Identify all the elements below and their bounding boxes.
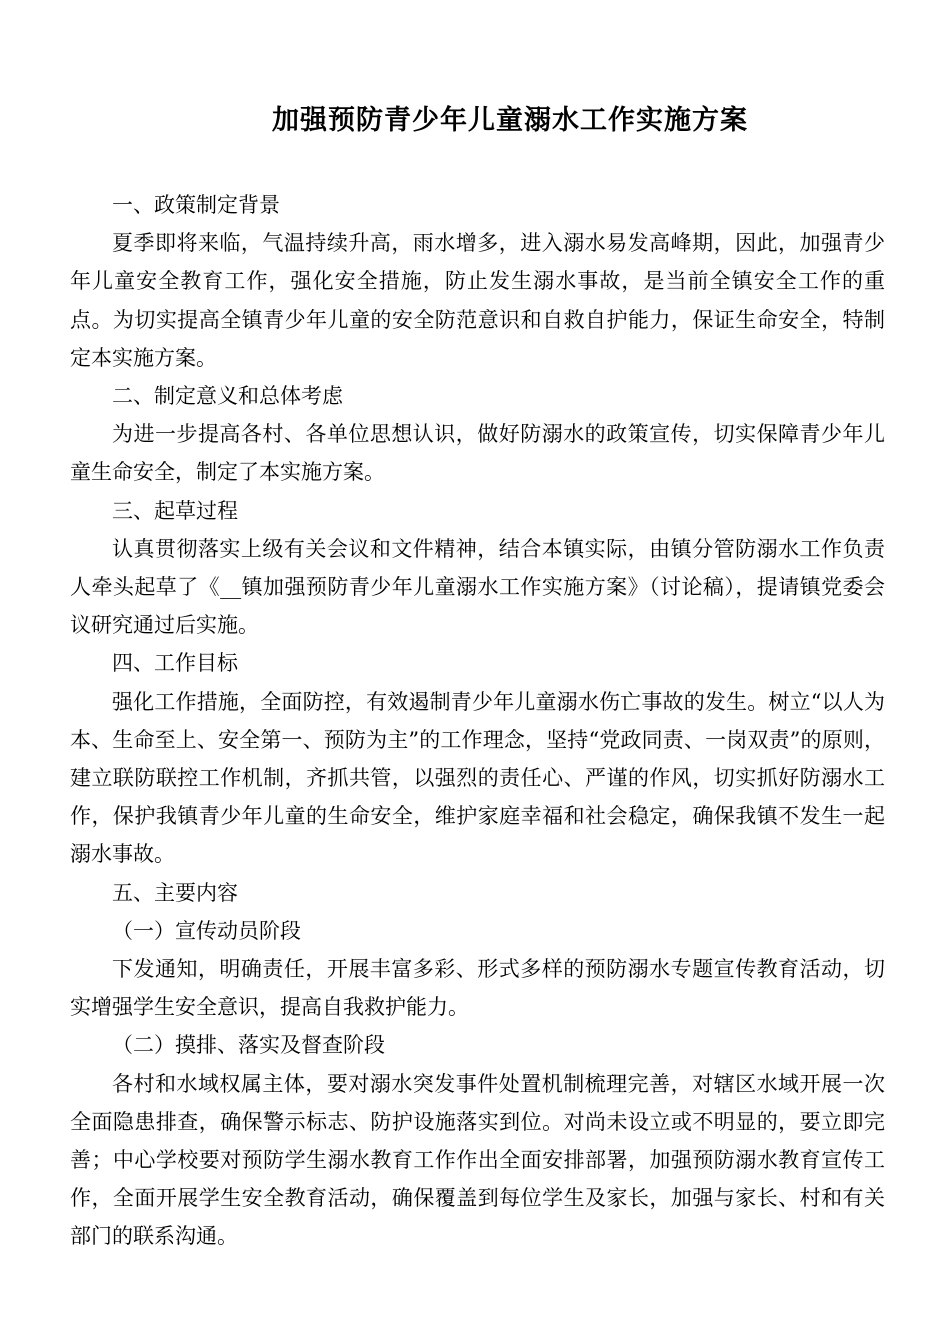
- section-paragraph: 各村和水域权属主体，要对溺水突发事件处置机制梳理完善，对辖区水域开展一次全面隐患排查，确保警示标志、防护设施落实到位。对尚未设立或不明显的，要立即完善；中心学校要对预防学生溺水教育工作作出全面安排部署，加强预防溺水教育宣传工作，全面开展学生安全教育活动，确保覆盖到每位学生及家长，加强与家长、村和有关部门的联系沟通。: [70, 1071, 885, 1249]
- section-paragraph: 强化工作措施，全面防控，有效遏制青少年儿童溺水伤亡事故的发生。树立“以人为本、生命至上、安全第一、预防为主”的工作理念，坚持“党政同责、一岗双责”的原则，建立联防联控工作机制，齐抓共管，以强烈的责任心、严谨的作风，切实抓好防溺水工作，保护我镇青少年儿童的生命安全，维护家庭幸福和社会稳定，确保我镇不发生一起溺水事故。: [70, 689, 885, 867]
- document-title: 加强预防青少年儿童溺水工作实施方案: [272, 105, 748, 136]
- subsection-heading: （二）摸排、落实及督查阶段: [112, 1033, 385, 1058]
- section-paragraph: 认真贯彻落实上级有关会议和文件精神，结合本镇实际，由镇分管防溺水工作负责人牵头起草了《__镇加强预防青少年儿童溺水工作实施方案》（讨论稿），提请镇党委会议研究通过后实施。: [70, 536, 885, 638]
- section-paragraph: 为进一步提高各村、各单位思想认识，做好防溺水的政策宣传，切实保障青少年儿童生命安全，制定了本实施方案。: [70, 422, 885, 485]
- subsection-heading: （一）宣传动员阶段: [112, 918, 301, 943]
- document-body: [70, 186, 885, 1256]
- section-heading: 二、制定意义和总体考虑: [112, 384, 343, 409]
- section-paragraph: 夏季即将来临，气温持续升高，雨水增多，进入溺水易发高峰期，因此，加强青少年儿童安全教育工作，强化安全措施，防止发生溺水事故，是当前全镇安全工作的重点。为切实提高全镇青少年儿童的安全防范意识和自救自护能力，保证生命安全，特制定本实施方案。: [70, 231, 885, 370]
- section-heading: 三、起草过程: [112, 498, 238, 523]
- section-heading: 一、政策制定背景: [112, 193, 280, 217]
- section-paragraph: 下发通知，明确责任，开展丰富多彩、形式多样的预防溺水专题宣传教育活动，切实增强学生安全意识，提高自我救护能力。: [70, 957, 885, 1020]
- section-heading: 五、主要内容: [112, 880, 238, 905]
- section-heading: 四、工作目标: [112, 651, 238, 676]
